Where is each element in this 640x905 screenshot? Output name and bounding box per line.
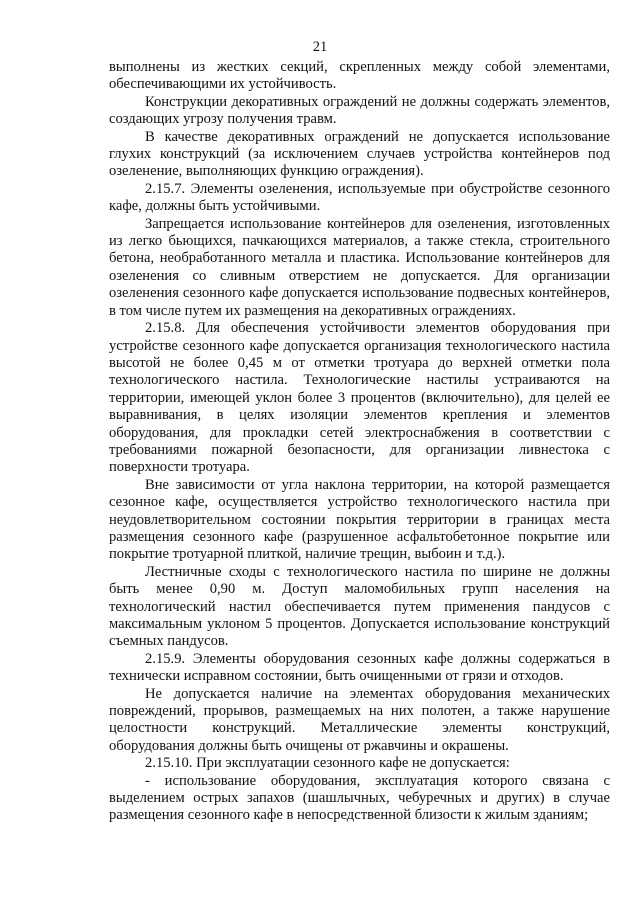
paragraph: 2.15.7. Элементы озеленения, используемые при обустройстве сезонного кафе, должны быть устойчивыми.	[109, 180, 610, 215]
paragraph: Запрещается использование контейнеров для озеленения, изготовленных из легко бьющихся, пачкающихся материалов, а также стекла, строительного бетона, необработанного металла и пластика. Использование контейнеров для озеленения со сливным отверстием не допускается. Для организации озеленения сезонного кафе допускается использование подвесных контейнеров, в том числе путем их размещения на декоративных ограждениях.	[109, 215, 610, 319]
paragraph: Лестничные сходы с технологического настила по ширине не должны быть менее 0,90 м. Доступ маломобильных групп населения на технологический настил обеспечивается путем применения пандусов с максимальным уклоном 5 процентов. Допускается использование конструкций съемных пандусов.	[109, 563, 610, 650]
paragraph: 2.15.8. Для обеспечения устойчивости элементов оборудования при устройстве сезонного кафе допускается организация технологического настила высотой не более 0,45 м от отметки тротуара до верхней отметки пола технологического настила. Технологические настилы устраиваются на территории, имеющей уклон более 3 процентов (включительно), для целей ее выравнивания, в целях изоляции элементов крепления и элементов оборудования, для прокладки сетей электроснабжения в соответствии с требованиями пожарной безопасности, для организации ливнестока с поверхности тротуара.	[109, 320, 610, 476]
paragraph: выполнены из жестких секций, скрепленных между собой элементами, обеспечивающими их устойчивость.	[109, 59, 610, 93]
document-body	[109, 59, 610, 825]
page-number: 21	[312, 39, 328, 55]
paragraph: - использование оборудования, эксплуатация которого связана с выделением острых запахов (шашлычных, чебуречных и других) в случае размещения сезонного кафе в непосредственной близости к жилым зданиям;	[109, 772, 610, 824]
paragraph: В качестве декоративных ограждений не допускается использование глухих конструкций (за исключением случаев устройства контейнеров под озеленение, выполняющих функцию ограждения).	[109, 128, 610, 180]
paragraph: 2.15.9. Элементы оборудования сезонных кафе должны содержаться в технически исправном состоянии, быть очищенными от грязи и отходов.	[109, 650, 610, 685]
paragraph: Конструкции декоративных ограждений не должны содержать элементов, создающих угрозу получения травм.	[109, 93, 610, 128]
paragraph: 2.15.10. При эксплуатации сезонного кафе не допускается:	[145, 755, 510, 772]
paragraph: Вне зависимости от угла наклона территории, на которой размещается сезонное кафе, осуществляется устройство технологического настила при неудовлетворительном состоянии покрытия территории в границах места размещения сезонного кафе (разрушенное асфальтобетонное покрытие или покрытие тротуарной плиткой, наличие трещин, выбоин и т.д.).	[109, 476, 610, 563]
paragraph: Не допускается наличие на элементах оборудования механических повреждений, прорывов, размещаемых на них полотен, а также нарушение целостности конструкций. Металлические элементы конструкций, оборудования должны быть очищены от ржавчины и окрашены.	[109, 685, 610, 754]
